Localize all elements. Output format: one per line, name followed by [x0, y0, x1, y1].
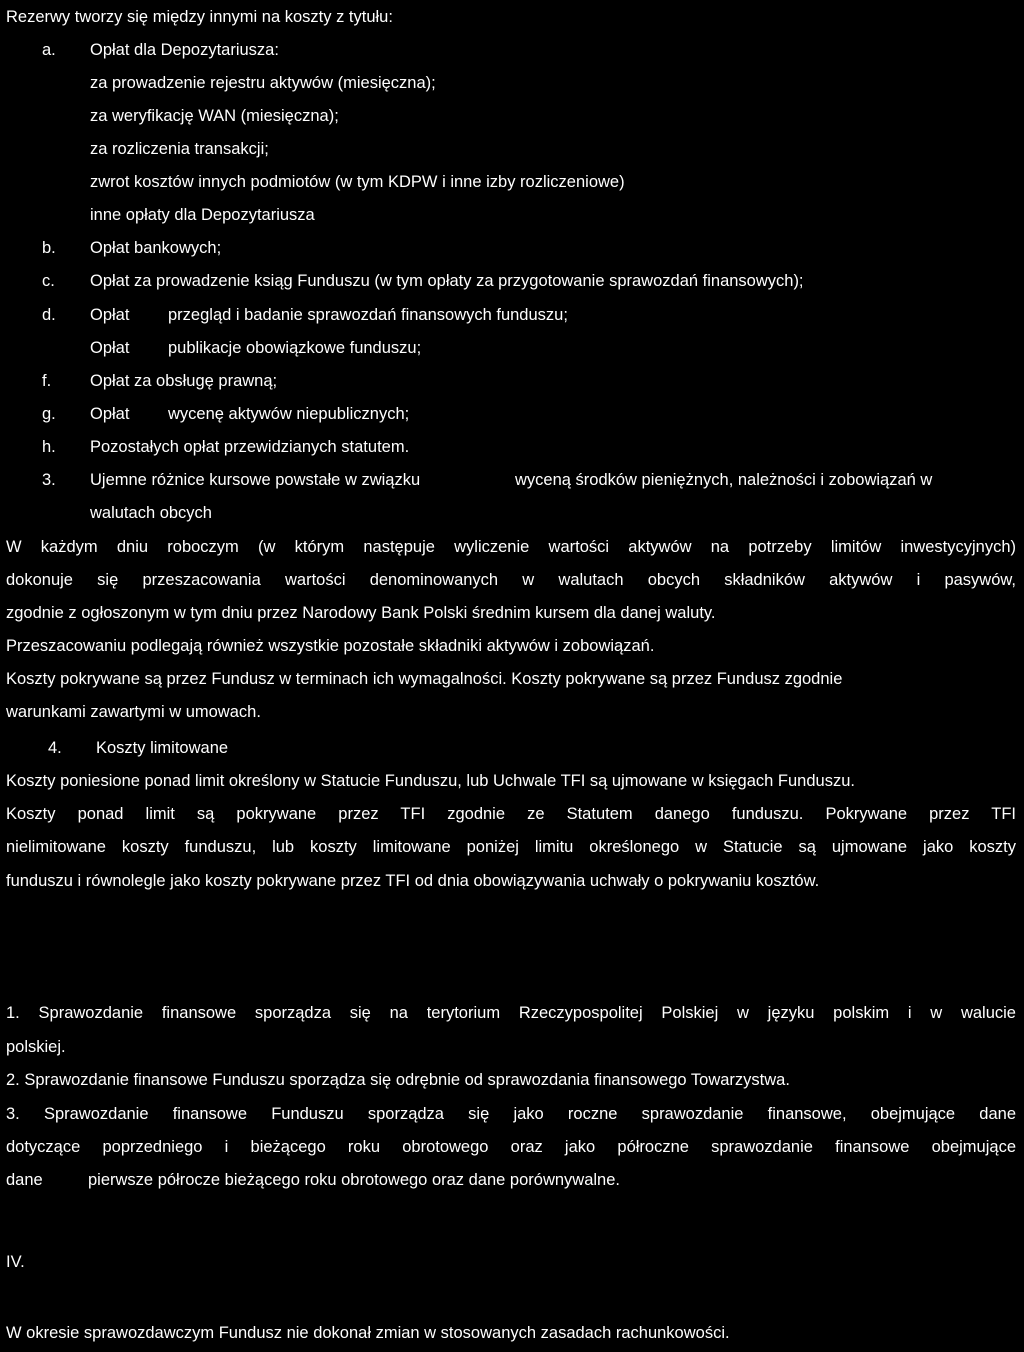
paragraph-line: warunkami zawartymi w umowach. — [6, 703, 261, 721]
list-item-a: Opłat dla Depozytariusza: — [90, 41, 279, 59]
list-marker-g: g. — [42, 405, 56, 423]
list-marker-h: h. — [42, 438, 56, 456]
list-item-g-word: Opłat — [90, 405, 130, 423]
numbered-line: 1. Sprawozdanie finansowe sporządza się na terytorium Rzeczypospolitej Polskiej w języku polskim i w walucie — [6, 1004, 1016, 1022]
list-marker-f: f. — [42, 372, 52, 390]
intro-text: Rezerwy tworzy się między innymi na koszty z tytułu: — [6, 8, 393, 26]
sub-item: za weryfikację WAN (miesięczna); — [90, 107, 339, 125]
paragraph-line: Koszty pokrywane są przez Fundusz w terminach ich wymagalności. Koszty pokrywane są przez Fundusz zgodnie — [6, 670, 843, 688]
paragraph-line: zgodnie z ogłoszonym w tym dniu przez Narodowy Bank Polski średnim kursem dla danej waluty. — [6, 604, 716, 622]
list-item-3-c: walutach obcych — [90, 504, 212, 522]
list-item-e: publikacje obowiązkowe funduszu; — [168, 339, 422, 357]
list-marker-a: a. — [42, 41, 56, 59]
list-item-f: Opłat za obsługę prawną; — [90, 372, 278, 390]
sub-item: zwrot kosztów innych podmiotów (w tym KDPW i inne izby rozliczeniowe) — [90, 173, 625, 191]
numbered-line: dotyczące poprzedniego i bieżącego roku obrotowego oraz jako półroczne sprawozdanie finansowe obejmujące — [6, 1138, 1016, 1156]
list-item-3-b: wyceną środków pieniężnych, należności i zobowiązań w — [515, 471, 933, 489]
paragraph-line: Przeszacowaniu podlegają również wszystkie pozostałe składniki aktywów i zobowiązań. — [6, 637, 655, 655]
list-marker-3: 3. — [42, 471, 56, 489]
list-item-h: Pozostałych opłat przewidzianych statutem. — [90, 438, 410, 456]
paragraph-line: Koszty poniesione ponad limit określony w Statucie Funduszu, lub Uchwale TFI są ujmowane w księgach Funduszu. — [6, 772, 855, 790]
paragraph-line: funduszu i równolegle jako koszty pokrywane przez TFI od dnia obowiązywania uchwały o pokrywaniu kosztów. — [6, 872, 820, 890]
numbered-line: 2. Sprawozdanie finansowe Funduszu sporządza się odrębnie od sprawozdania finansowego Towarzystwa. — [6, 1071, 790, 1089]
sub-item: inne opłaty dla Depozytariusza — [90, 206, 315, 224]
sub-item: za rozliczenia transakcji; — [90, 140, 269, 158]
numbered-line: 3. Sprawozdanie finansowe Funduszu sporządza się jako roczne sprawozdanie finansowe, obejmujące dane — [6, 1105, 1016, 1123]
list-marker-c: c. — [42, 272, 55, 290]
numbered-line: polskiej. — [6, 1038, 66, 1056]
paragraph-line: dokonuje się przeszacowania wartości denominowanych w walutach obcych składników aktywów i pasywów, — [6, 571, 1016, 589]
section-heading-iv: IV. — [6, 1253, 25, 1271]
paragraph-line: W każdym dniu roboczym (w którym następuje wyliczenie wartości aktywów na potrzeby limitów inwestycyjnych) — [6, 538, 1016, 556]
list-item-e-word: Opłat — [90, 339, 130, 357]
list-marker-b: b. — [42, 239, 56, 257]
list-item-3-a: Ujemne różnice kursowe powstałe w związku — [90, 471, 421, 489]
list-item-g: wycenę aktywów niepublicznych; — [168, 405, 410, 423]
list-item-b: Opłat bankowych; — [90, 239, 222, 257]
paragraph-line: Koszty ponad limit są pokrywane przez TFI zgodnie ze Statutem danego funduszu. Pokrywane przez TFI — [6, 805, 1016, 823]
list-marker-d: d. — [42, 306, 56, 324]
numbered-line: pierwsze półrocze bieżącego roku obrotowego oraz dane porównywalne. — [88, 1171, 620, 1189]
paragraph-line: nielimitowane koszty funduszu, lub koszty limitowane poniżej limitu określonego w Statucie są ujmowane jako koszty — [6, 838, 1016, 856]
list-marker-4: 4. — [48, 739, 62, 757]
list-item-d: przegląd i badanie sprawozdań finansowych funduszu; — [168, 306, 568, 324]
list-item-d-word: Opłat — [90, 306, 130, 324]
sub-item: za prowadzenie rejestru aktywów (miesięczna); — [90, 74, 436, 92]
list-item-c: Opłat za prowadzenie ksiąg Funduszu (w tym opłaty za przygotowanie sprawozdań finansowych); — [90, 272, 804, 290]
section-heading-4: Koszty limitowane — [96, 739, 229, 757]
numbered-line-word: dane — [6, 1171, 43, 1189]
final-paragraph: W okresie sprawozdawczym Fundusz nie dokonał zmian w stosowanych zasadach rachunkowości. — [6, 1324, 730, 1342]
